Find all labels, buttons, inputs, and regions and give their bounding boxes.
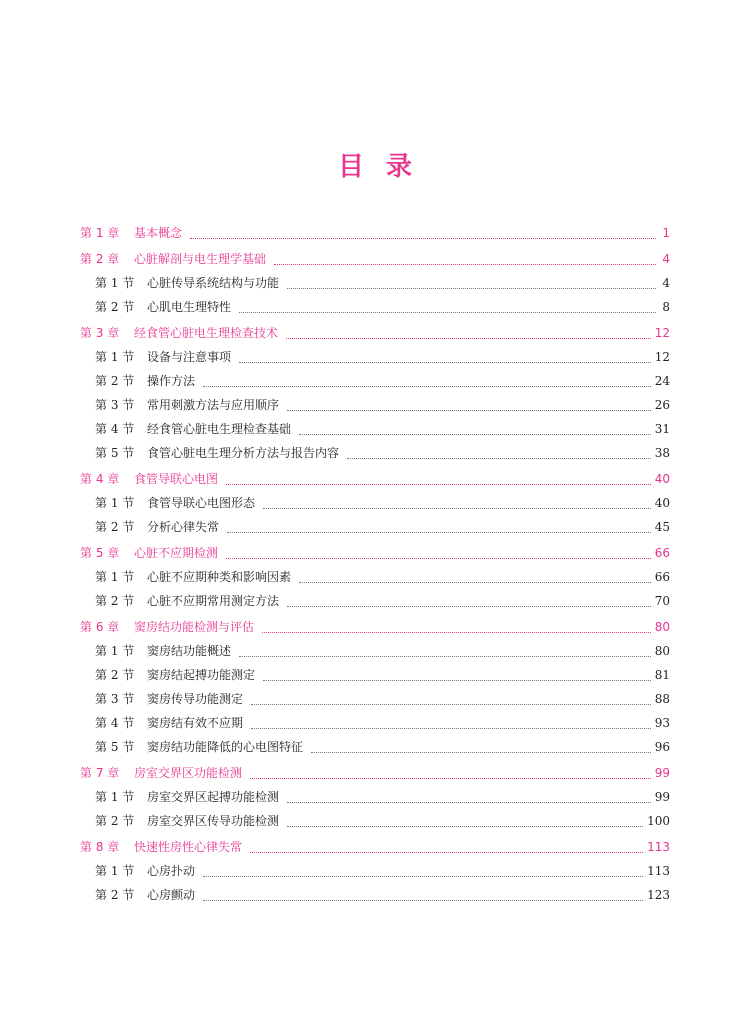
- page-number: 4: [662, 252, 670, 266]
- chapter-number: 第 3 章: [80, 326, 120, 340]
- toc-section-entry[interactable]: [80, 642, 670, 666]
- section-number: 第 2 节: [95, 374, 135, 388]
- page-number: 113: [647, 864, 670, 878]
- dot-leader: [263, 508, 651, 509]
- toc-section-entry[interactable]: [80, 518, 670, 542]
- section-number: 第 2 节: [95, 888, 135, 902]
- toc-section-entry[interactable]: [80, 568, 670, 592]
- section-number: 第 4 节: [95, 716, 135, 730]
- toc-section-entry[interactable]: [80, 494, 670, 518]
- chapter-number: 第 8 章: [80, 840, 120, 854]
- dot-leader: [287, 802, 651, 803]
- chapter-title: 窦房结功能检测与评估: [134, 620, 255, 634]
- page-number: 113: [647, 840, 670, 854]
- page-number: 26: [654, 398, 670, 412]
- toc-section-entry[interactable]: [80, 420, 670, 444]
- page-number: 93: [654, 716, 670, 730]
- toc-section-entry[interactable]: [80, 738, 670, 762]
- section-number: 第 2 节: [95, 668, 135, 682]
- section-number: 第 2 节: [95, 300, 135, 314]
- dot-leader: [250, 852, 643, 853]
- section-number: 第 2 节: [95, 520, 135, 534]
- page-number: 88: [654, 692, 670, 706]
- dot-leader: [274, 264, 656, 265]
- section-title: 食管导联心电图形态: [147, 496, 256, 510]
- page-number: 45: [654, 520, 670, 534]
- toc-section-entry[interactable]: [80, 788, 670, 812]
- section-number: 第 1 节: [95, 496, 135, 510]
- page-number: 31: [654, 422, 670, 436]
- toc-section-entry[interactable]: [80, 348, 670, 372]
- toc-chapter-entry[interactable]: [80, 838, 670, 862]
- dot-leader: [239, 312, 656, 313]
- dot-leader: [263, 680, 651, 681]
- section-number: 第 1 节: [95, 644, 135, 658]
- chapter-title: 房室交界区功能检测: [134, 766, 243, 780]
- chapter-number: 第 6 章: [80, 620, 120, 634]
- section-number: 第 1 节: [95, 570, 135, 584]
- chapter-number: 第 7 章: [80, 766, 120, 780]
- section-number: 第 2 节: [95, 814, 135, 828]
- toc-section-entry[interactable]: [80, 444, 670, 468]
- page-number: 40: [654, 496, 670, 510]
- chapter-title: 经食管心脏电生理检查技术: [134, 326, 279, 340]
- page-title: 目录: [337, 152, 434, 182]
- section-title: 窦房结功能概述: [147, 644, 232, 658]
- toc-chapter-entry[interactable]: [80, 618, 670, 642]
- dot-leader: [299, 434, 651, 435]
- section-title: 心房颤动: [147, 888, 196, 902]
- toc-section-entry[interactable]: [80, 274, 670, 298]
- toc-chapter-entry[interactable]: [80, 224, 670, 248]
- dot-leader: [203, 386, 651, 387]
- dot-leader: [226, 484, 651, 485]
- section-title: 心脏传导系统结构与功能: [147, 276, 280, 290]
- chapter-number: 第 1 章: [80, 226, 120, 240]
- page-number: 4: [662, 276, 670, 290]
- dot-leader: [239, 362, 651, 363]
- dot-leader: [203, 900, 643, 901]
- dot-leader: [227, 532, 651, 533]
- section-number: 第 1 节: [95, 276, 135, 290]
- page-number: 70: [654, 594, 670, 608]
- toc-chapter-entry[interactable]: [80, 764, 670, 788]
- page-number: 80: [654, 620, 670, 634]
- page-number: 96: [654, 740, 670, 754]
- chapter-title: 食管导联心电图: [134, 472, 219, 486]
- section-title: 心脏不应期常用测定方法: [147, 594, 280, 608]
- page-number: 66: [654, 570, 670, 584]
- toc-section-entry[interactable]: [80, 714, 670, 738]
- section-title: 心房扑动: [147, 864, 196, 878]
- dot-leader: [287, 288, 656, 289]
- page-number: 100: [647, 814, 670, 828]
- section-number: 第 3 节: [95, 692, 135, 706]
- dot-leader: [250, 778, 651, 779]
- page-number: 81: [654, 668, 670, 682]
- toc-section-entry[interactable]: [80, 592, 670, 616]
- section-title: 房室交界区起搏功能检测: [147, 790, 280, 804]
- toc-section-entry[interactable]: [80, 690, 670, 714]
- toc-chapter-entry[interactable]: [80, 544, 670, 568]
- section-title: 窦房结有效不应期: [147, 716, 244, 730]
- toc-section-entry[interactable]: [80, 396, 670, 420]
- toc-chapter-entry[interactable]: [80, 324, 670, 348]
- section-number: 第 1 节: [95, 790, 135, 804]
- toc-section-entry[interactable]: [80, 812, 670, 836]
- toc-section-entry[interactable]: [80, 298, 670, 322]
- dot-leader: [311, 752, 651, 753]
- dot-leader: [299, 582, 651, 583]
- page-number: 123: [647, 888, 670, 902]
- page-number: 12: [654, 350, 670, 364]
- chapter-number: 第 4 章: [80, 472, 120, 486]
- dot-leader: [347, 458, 651, 459]
- page-number: 40: [654, 472, 670, 486]
- page-number: 66: [654, 546, 670, 560]
- section-title: 食管心脏电生理分析方法与报告内容: [147, 446, 340, 460]
- section-title: 心脏不应期种类和影响因素: [147, 570, 292, 584]
- section-title: 经食管心脏电生理检查基础: [147, 422, 292, 436]
- dot-leader: [287, 826, 643, 827]
- toc-section-entry[interactable]: [80, 372, 670, 396]
- toc-chapter-entry[interactable]: [80, 470, 670, 494]
- section-title: 房室交界区传导功能检测: [147, 814, 280, 828]
- section-title: 窦房结起搏功能测定: [147, 668, 256, 682]
- section-title: 心肌电生理特性: [147, 300, 232, 314]
- section-number: 第 5 节: [95, 740, 135, 754]
- dot-leader: [251, 728, 651, 729]
- page-number: 80: [654, 644, 670, 658]
- page-number: 99: [654, 766, 670, 780]
- dot-leader: [203, 876, 643, 877]
- dot-leader: [286, 338, 651, 339]
- section-number: 第 1 节: [95, 864, 135, 878]
- page-number: 8: [662, 300, 670, 314]
- page-number: 24: [654, 374, 670, 388]
- dot-leader: [226, 558, 651, 559]
- section-title: 操作方法: [147, 374, 196, 388]
- section-number: 第 5 节: [95, 446, 135, 460]
- chapter-title: 基本概念: [134, 226, 183, 240]
- table-of-contents: [80, 222, 670, 910]
- dot-leader: [190, 238, 656, 239]
- dot-leader: [239, 656, 651, 657]
- section-title: 窦房传导功能测定: [147, 692, 244, 706]
- section-number: 第 3 节: [95, 398, 135, 412]
- section-title: 常用刺激方法与应用顺序: [147, 398, 280, 412]
- dot-leader: [251, 704, 651, 705]
- section-title: 窦房结功能降低的心电图特征: [147, 740, 304, 754]
- toc-section-entry[interactable]: [80, 886, 670, 910]
- dot-leader: [287, 410, 651, 411]
- chapter-number: 第 2 章: [80, 252, 120, 266]
- section-number: 第 2 节: [95, 594, 135, 608]
- section-number: 第 1 节: [95, 350, 135, 364]
- page-number: 12: [654, 326, 670, 340]
- toc-chapter-entry[interactable]: [80, 250, 670, 274]
- dot-leader: [262, 632, 651, 633]
- chapter-title: 心脏不应期检测: [134, 546, 219, 560]
- section-number: 第 4 节: [95, 422, 135, 436]
- page-number: 1: [662, 226, 670, 240]
- chapter-title: 快速性房性心律失常: [134, 840, 243, 854]
- section-title: 设备与注意事项: [147, 350, 232, 364]
- section-title: 分析心律失常: [147, 520, 220, 534]
- dot-leader: [287, 606, 651, 607]
- toc-section-entry[interactable]: [80, 666, 670, 690]
- page-number: 38: [654, 446, 670, 460]
- chapter-title: 心脏解剖与电生理学基础: [134, 252, 267, 266]
- chapter-number: 第 5 章: [80, 546, 120, 560]
- page-number: 99: [654, 790, 670, 804]
- toc-section-entry[interactable]: [80, 862, 670, 886]
